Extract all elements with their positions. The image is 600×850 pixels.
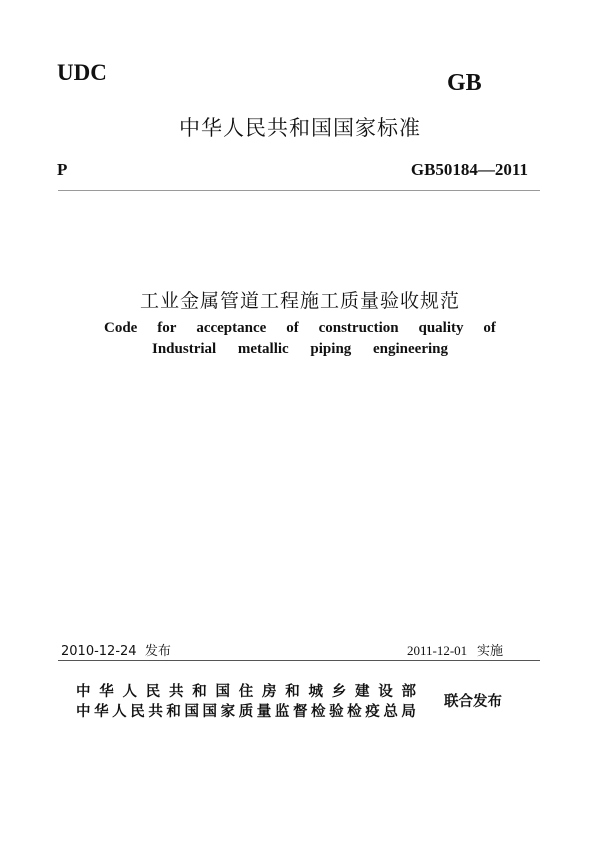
joint-issue-label: 联合发布 <box>444 694 502 710</box>
issuer-ministry-housing <box>76 680 416 701</box>
issuer-char: 建 <box>355 684 370 700</box>
issuer-char: 和 <box>285 684 300 700</box>
issuer-char: 总 <box>383 704 398 720</box>
issue-date: 2010-12-24 <box>61 644 137 659</box>
issuer-char: 中 <box>76 704 91 720</box>
title-english-word: engineering <box>373 341 448 357</box>
title-english-word: for <box>157 320 177 336</box>
issuer-char: 共 <box>169 684 184 700</box>
issuer-char: 人 <box>112 704 127 720</box>
issuer-char: 民 <box>130 704 145 720</box>
issuer-char: 检 <box>311 704 326 720</box>
issuer-char: 房 <box>262 684 277 700</box>
issuer-char: 疫 <box>365 704 380 720</box>
standard-number: GB50184—2011 <box>410 160 528 179</box>
title-english-word: Industrial <box>152 341 217 357</box>
title-english-line1 <box>104 320 496 337</box>
issuer-char: 和 <box>192 684 207 700</box>
issue-label: 发布 <box>144 644 171 659</box>
issuer-char: 国 <box>215 684 230 700</box>
issuer-quality-supervision <box>76 700 416 721</box>
issuer-char: 监 <box>274 704 290 720</box>
implement-date-block <box>407 640 503 659</box>
issuer-char: 验 <box>329 704 344 720</box>
issuer-char: 住 <box>238 684 254 700</box>
issue-date-block <box>61 640 171 659</box>
title-english-word: construction <box>318 320 399 336</box>
issuer-char: 乡 <box>331 684 347 700</box>
issuer-char: 人 <box>122 684 137 700</box>
issuer-char: 部 <box>401 684 416 700</box>
title-chinese: 工业金属管道工程施工质量验收规范 <box>139 290 460 312</box>
issuer-char: 量 <box>256 704 272 720</box>
issuer-char: 共 <box>148 704 163 720</box>
issuer-char: 华 <box>94 704 109 720</box>
issuer-char: 局 <box>401 704 416 720</box>
title-english-word: of <box>483 320 496 336</box>
issuer-char: 设 <box>378 684 393 700</box>
title-english-line2 <box>152 341 448 358</box>
title-english-word: acceptance <box>196 320 267 336</box>
issuer-char: 质 <box>238 704 254 720</box>
implement-label: 实施 <box>476 644 503 659</box>
title-english-word: metallic <box>237 341 289 357</box>
title-english-word: piping <box>310 341 352 357</box>
issuer-char: 民 <box>145 684 161 700</box>
udc-label: UDC <box>57 60 107 85</box>
issuer-char: 家 <box>220 704 236 720</box>
issuer-char: 和 <box>166 704 181 720</box>
title-english-word: quality <box>418 320 464 336</box>
gb-label: GB <box>447 70 482 96</box>
issuer-char: 国 <box>184 704 199 720</box>
standard-name: 中华人民共和国国家标准 <box>179 116 421 140</box>
issuer-char: 国 <box>202 704 218 720</box>
issuer-char: 中 <box>76 684 91 700</box>
title-english-word: Code <box>104 320 138 336</box>
issuer-char: 华 <box>99 684 114 700</box>
implement-date: 2011-12-01 <box>407 643 468 658</box>
issuer-char: 检 <box>347 704 362 720</box>
issuer-char: 城 <box>308 684 323 700</box>
title-english-word: of <box>286 320 299 336</box>
bottom-divider <box>58 660 540 661</box>
classification-code: P <box>57 160 68 179</box>
issuer-char: 督 <box>292 704 308 720</box>
top-divider <box>58 190 540 191</box>
